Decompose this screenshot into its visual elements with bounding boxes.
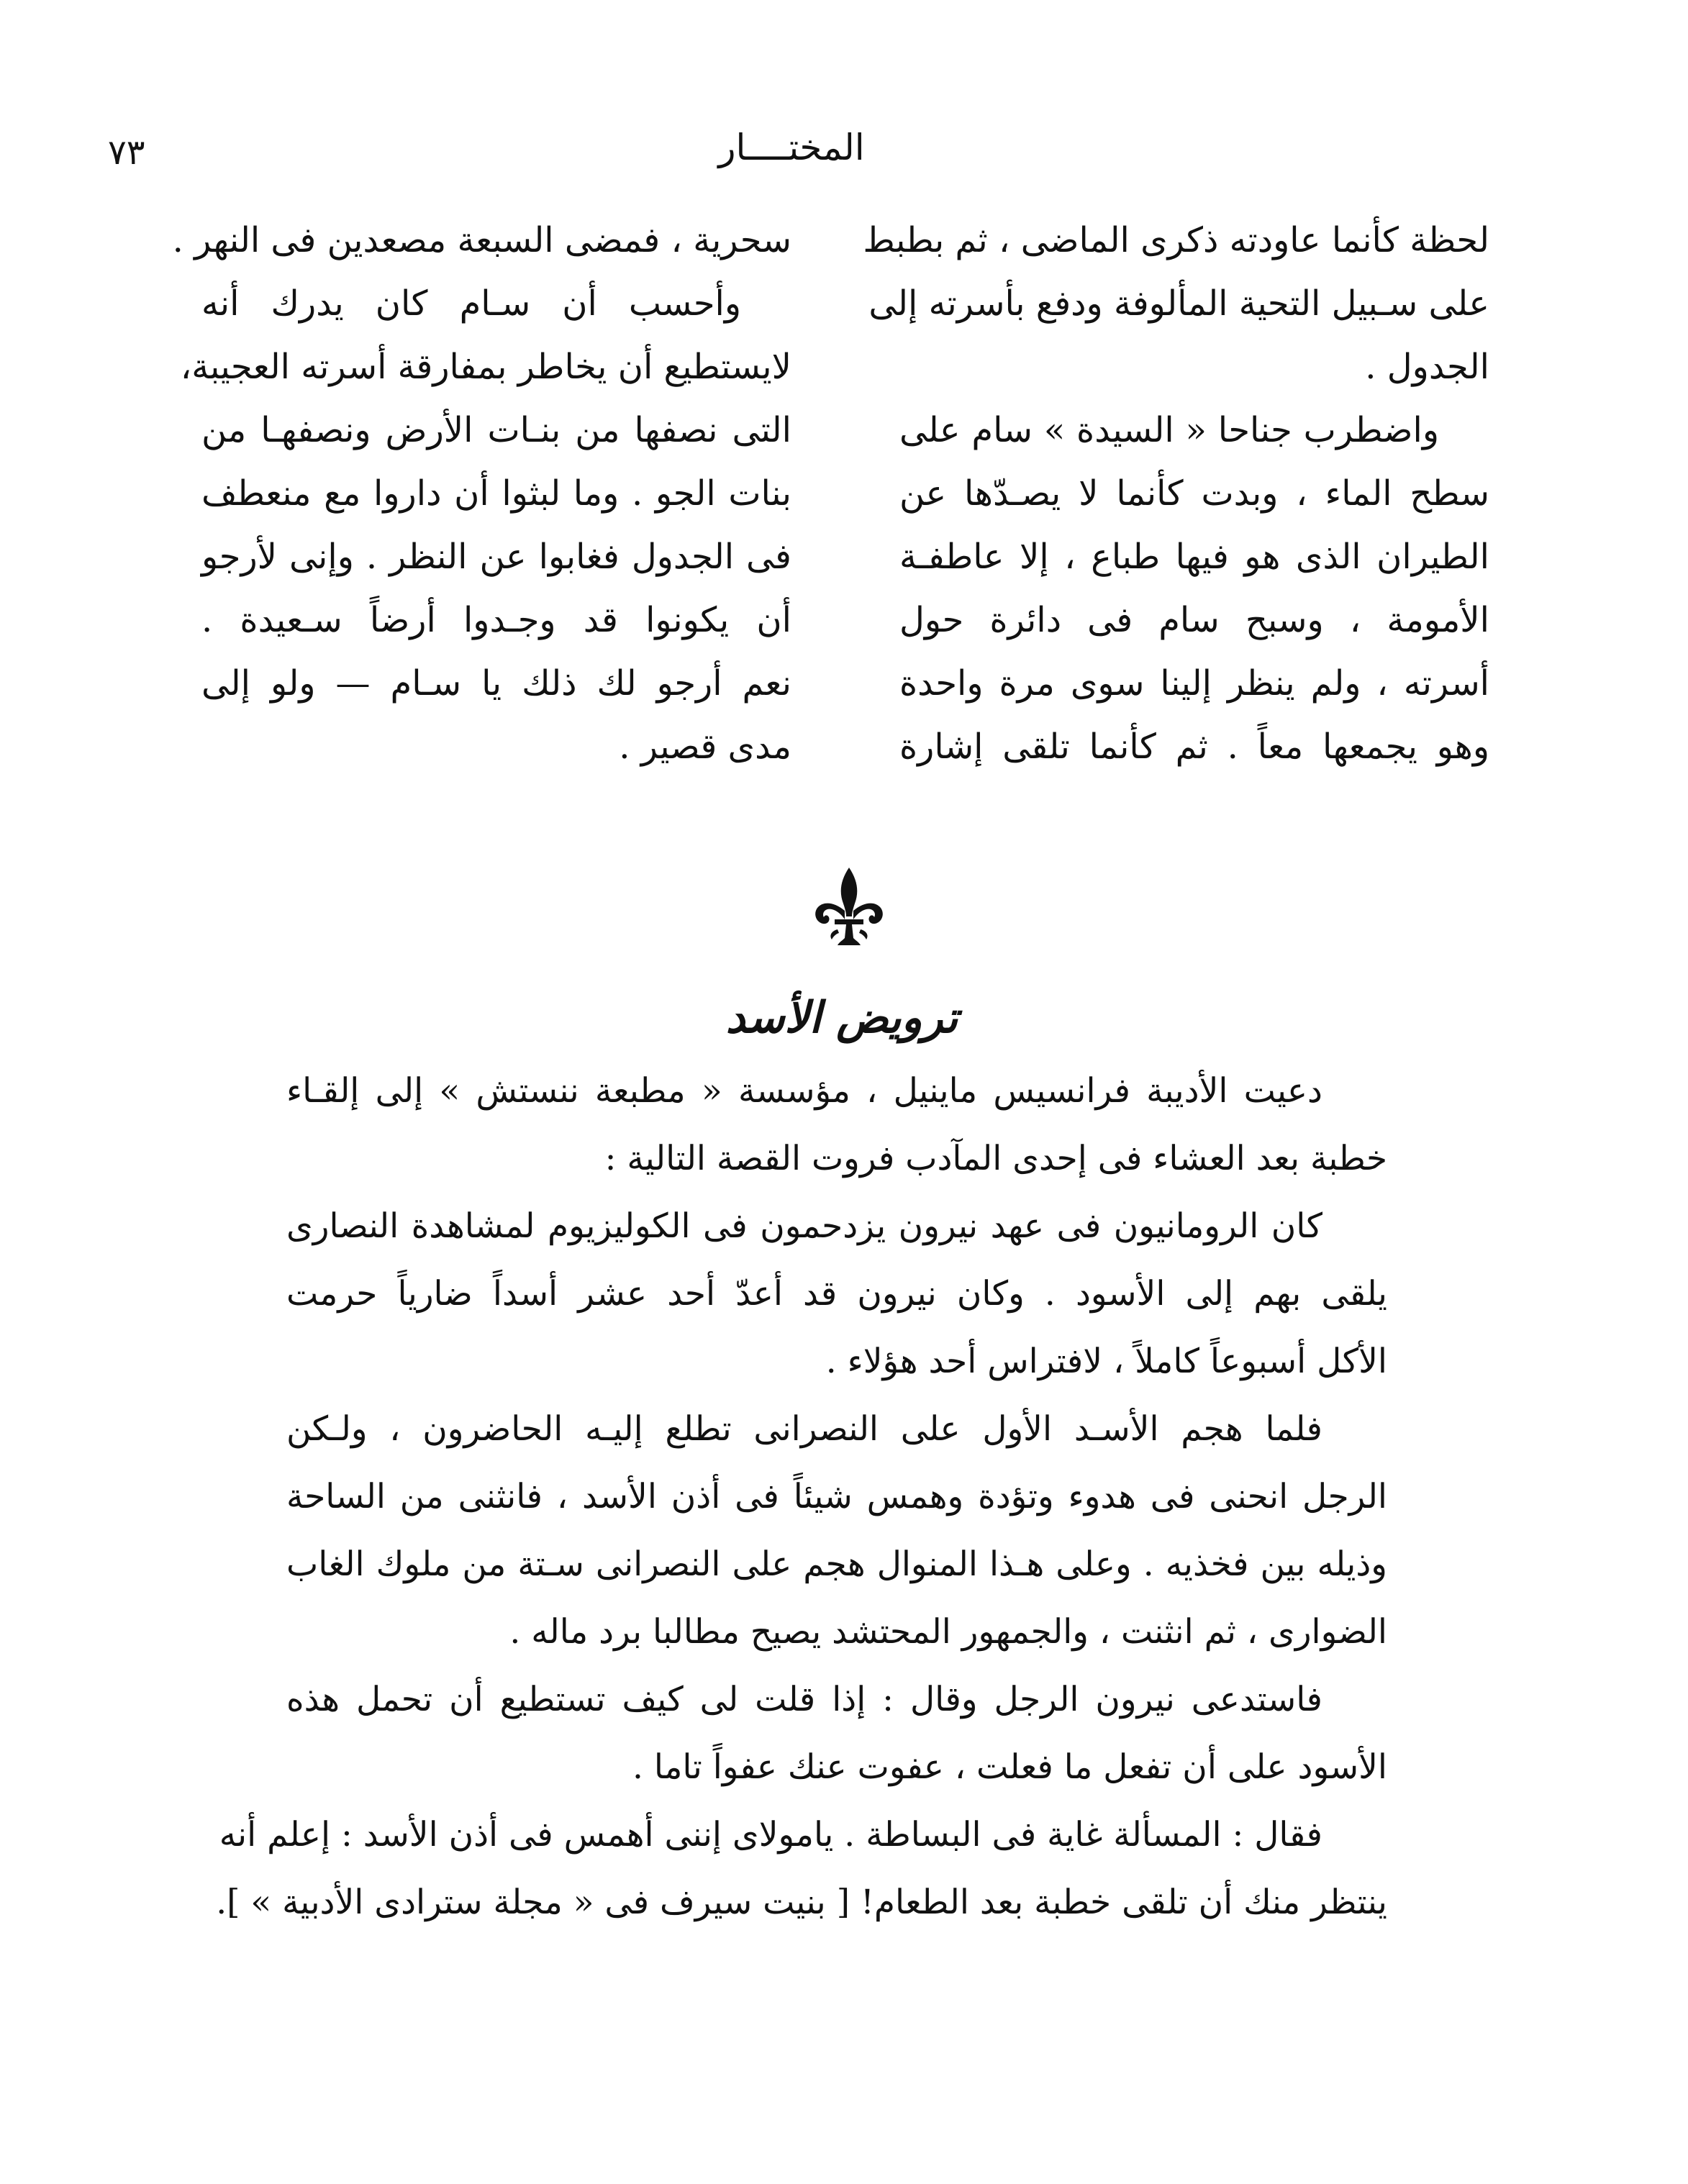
fleur-de-lis-ornament-icon (806, 863, 892, 950)
page-number: ٧٣ (108, 132, 145, 173)
text-line: الجدول . (1365, 347, 1489, 387)
text-line: فاستدعى نيرون الرجل وقال : إذا قلت لى كيف تستطيع أن تحمل هذه (286, 1680, 1322, 1719)
text-line: الأمومة ، وسبح سام فى دائرة حول (899, 600, 1489, 640)
text-line: على سـبيل التحية المألوفة ودفع بأسرته إلى (868, 283, 1489, 324)
text-line: لحظة كأنما عاودته ذكرى الماضى ، ثم بطبط (863, 220, 1489, 260)
text-line: خطبة بعد العشاء فى إحدى المآدب فروت القصة التالية : (604, 1139, 1387, 1178)
text-line: الضوارى ، ثم انثنت ، والجمهور المحتشد يصيح مطالبا برد ماله . (509, 1612, 1387, 1652)
text-line: التى نصفها من بنـات الأرض ونصفهـا من (201, 410, 791, 450)
running-title: المختــــار (718, 127, 865, 168)
text-line: لايستطيع أن يخاطر بمفارقة أسرته العجيبة، (180, 347, 791, 387)
text-line: واضطرب جناحا « السيدة » سام على (899, 410, 1439, 450)
section-title: ترويض الأسد (725, 993, 958, 1043)
text-line: فقال : المسألة غاية فى البساطة . يامولاى إننى أهمس فى أذن الأسد : إعلم أنه (219, 1815, 1322, 1855)
text-line: سطح الماء ، وبدت كأنما لا يصـدّها عن (899, 473, 1489, 514)
text-line: فلما هجم الأسـد الأول على النصرانى تطلع إليـه الحاضرون ، ولـكن (286, 1409, 1322, 1449)
text-line: يلقى بهم إلى الأسود . وكان نيرون قد أعدّ أحد عشر أسداً ضارياً حرمت (286, 1274, 1387, 1314)
text-line: أن يكونوا قد وجـدوا أرضاً سـعيدة . (201, 600, 791, 640)
text-line: بنات الجو . وما لبثوا أن داروا مع منعطف (201, 473, 791, 514)
two-column-text (172, 209, 1489, 827)
text-line: سحرية ، فمضى السبعة مصعدين فى النهر . (172, 220, 791, 260)
text-line: الرجل انحنى فى هدوء وتؤدة وهمس شيئاً فى أذن الأسد ، فانثنى من الساحة (286, 1477, 1387, 1516)
left-column (172, 209, 791, 778)
text-line: فى الجدول فغابوا عن النظر . وإنى لأرجو (201, 537, 791, 577)
text-line: دعيت الأديبة فرانسيس ماينيل ، مؤسسة « مطبعة ننستش » إلى إلقـاء (286, 1071, 1322, 1111)
right-column (863, 209, 1489, 778)
text-line: وهو يجمعها معاً . ثم كأنما تلقى إشارة (899, 727, 1489, 767)
text-line: نعم أرجو لك ذلك يا سـام — ولو إلى (201, 663, 791, 704)
text-line: وذيله بين فخذيه . وعلى هـذا المنوال هجم على النصرانى سـتة من ملوك الغاب (286, 1544, 1387, 1584)
text-line: ينتظر منك أن تلقى خطبة بعد الطعام! [ بنيت سيرف فى « مجلة سترادى الأدبية » ]. (216, 1883, 1387, 1922)
text-line: الأسود على أن تفعل ما فعلت ، عفوت عنك عفواً تاما . (632, 1747, 1387, 1787)
text-line: مدى قصير . (619, 727, 791, 767)
text-line: الأكل أسبوعاً كاملاً ، لافتراس أحد هؤلاء . (825, 1342, 1387, 1381)
text-line: الطيران الذى هو فيها طباع ، إلا عاطفـة (899, 537, 1489, 577)
story-text (216, 1057, 1387, 1937)
text-line: أسرته ، ولم ينظر إلينا سوى مرة واحدة (899, 663, 1489, 704)
text-line: وأحسب أن سـام كان يدرك أنه (201, 283, 741, 324)
text-line: كان الرومانيون فى عهد نيرون يزدحمون فى الكوليزيوم لمشاهدة النصارى (286, 1206, 1322, 1246)
